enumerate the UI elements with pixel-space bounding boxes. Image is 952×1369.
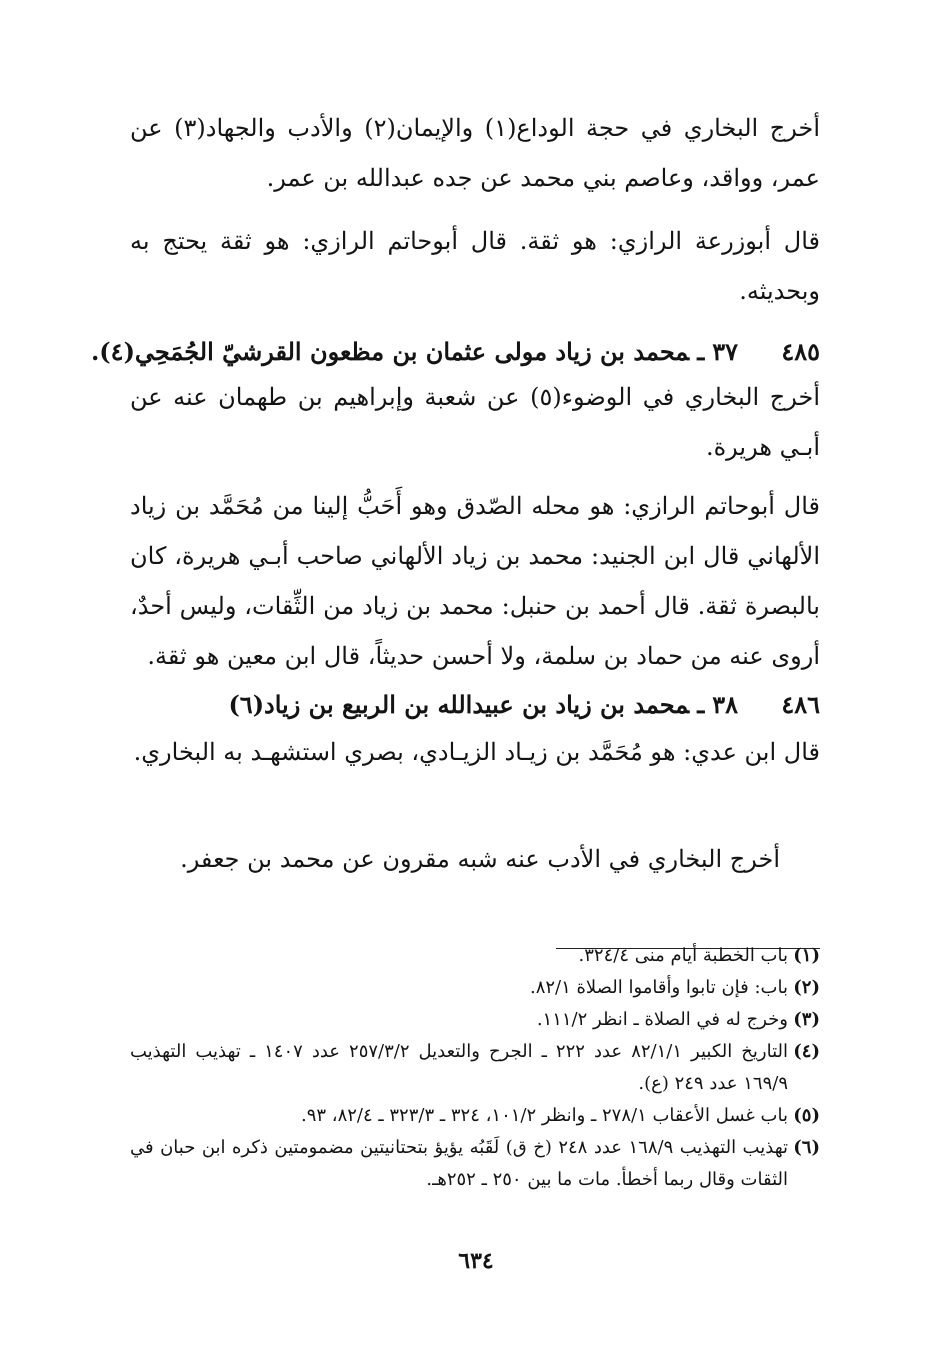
page-number: ٦٣٤ <box>458 1248 494 1274</box>
entry-486-title: محمد بن زياد بن عبيدالله بن الربيع بن زياد(٦) <box>228 690 690 719</box>
footnote-text: باب: فإن تابوا وأقاموا الصلاة ٨٢/١. <box>529 977 788 998</box>
footnote-1 <box>130 940 820 972</box>
footnote-5 <box>130 1100 820 1132</box>
footnote-mark: (٥) <box>793 1105 820 1126</box>
footnote-6 <box>130 1132 820 1196</box>
footnote-text: التاريخ الكبير ٨٢/١/١ عدد ٢٢٢ ـ الجرح والتعديل ٢٥٧/٣/٢ عدد ١٤٠٧ ـ تهذيب التهذيب ١٦٩/٩ عدد ٢٤٩ (ع). <box>130 1041 788 1094</box>
entry-486-number: ٣٨ <box>712 690 738 719</box>
entry-485-sequence: ٤٨٥ <box>781 337 820 366</box>
footnote-mark: (٦) <box>793 1137 820 1158</box>
footnote-text: باب الخطبة أيام منى ٣٢٤/٤. <box>578 945 788 966</box>
footnote-text: باب غسل الأعقاب ٢٧٨/١ ـ وانظر ١٠١/٢، ٣٢٤ ـ ٣٢٣/٣ ـ ٨٢/٤، ٩٣. <box>300 1105 788 1126</box>
intro-paragraph-2: قال أبوزرعة الرازي: هو ثقة. قال أبوحاتم الرازي: هو ثقة يحتج به وبحديثه. <box>130 227 820 305</box>
entry-485-dash: ـ <box>697 337 705 366</box>
footnote-text: وخرج له في الصلاة ـ انظر ١١١/٢. <box>536 1009 788 1030</box>
entry-486-sequence: ٤٨٦ <box>781 690 820 719</box>
footnote-2 <box>130 972 820 1004</box>
entry-486-dash: ـ <box>697 690 705 719</box>
footnote-mark: (١) <box>793 945 820 966</box>
entry-485-title: محمد بن زياد مولى عثمان بن مظعون القرشيّ الجُمَحِي(٤). <box>90 337 690 366</box>
entry-486-heading <box>130 680 820 730</box>
footnotes-list <box>130 940 820 1196</box>
footnote-mark: (٣) <box>793 1009 820 1030</box>
footnote-text: تهذيب التهذيب ١٦٨/٩ عدد ٢٤٨ (خ ق) لَقَبُه يؤيؤ بتحتانيتين مضمومتين ذكره ابن حبان في الثقات وقال ربما أخطأ. مات ما بين ٢٥٠ ـ ٢٥٢هـ. <box>130 1137 788 1190</box>
footnote-4 <box>130 1036 820 1100</box>
intro-paragraph-1: أخرج البخاري في حجة الوداع(١) والإيمان(٢) والأدب والجهاد(٣) عن عمر، وواقد، وعاصم بني محمد عن جده عبدالله بن عمر. <box>130 114 820 192</box>
entry-486-paragraph-2: أخرج البخاري في الأدب عنه شبه مقرون عن محمد بن جعفر. <box>180 845 780 873</box>
entry-486-paragraph-1: قال ابن عدي: هو مُحَمَّد بن زيـاد الزيـادي، بصري استشهـد به البخاري. <box>133 738 820 766</box>
entry-485-heading <box>90 327 820 377</box>
footnote-3 <box>130 1004 820 1036</box>
entry-485-paragraph-2: قال أبوحاتم الرازي: هو محله الصّدق وهو أَحَبُّ إلينا من مُحَمَّد بن زياد الألهاني قال ابن الجنيد: محمد بن زياد الألهاني صاحب أبـي هريرة، كان بالبصرة ثقة. قال أحمد بن حنبل: محمد بن زياد من الثِّقات، وليس أحدٌ، أروى عنه من حماد بن سلمة، ولا أحسن حديثاً، قال ابن معين هو ثقة. <box>130 492 820 670</box>
entry-485-paragraph-1: أخرج البخاري في الوضوء(٥) عن شعبة وإبراهيم بن طهمان عنه عن أبـي هريرة. <box>130 383 820 461</box>
entry-485-number: ٣٧ <box>712 337 738 366</box>
footnote-mark: (٢) <box>793 977 820 998</box>
footnote-mark: (٤) <box>793 1041 820 1062</box>
